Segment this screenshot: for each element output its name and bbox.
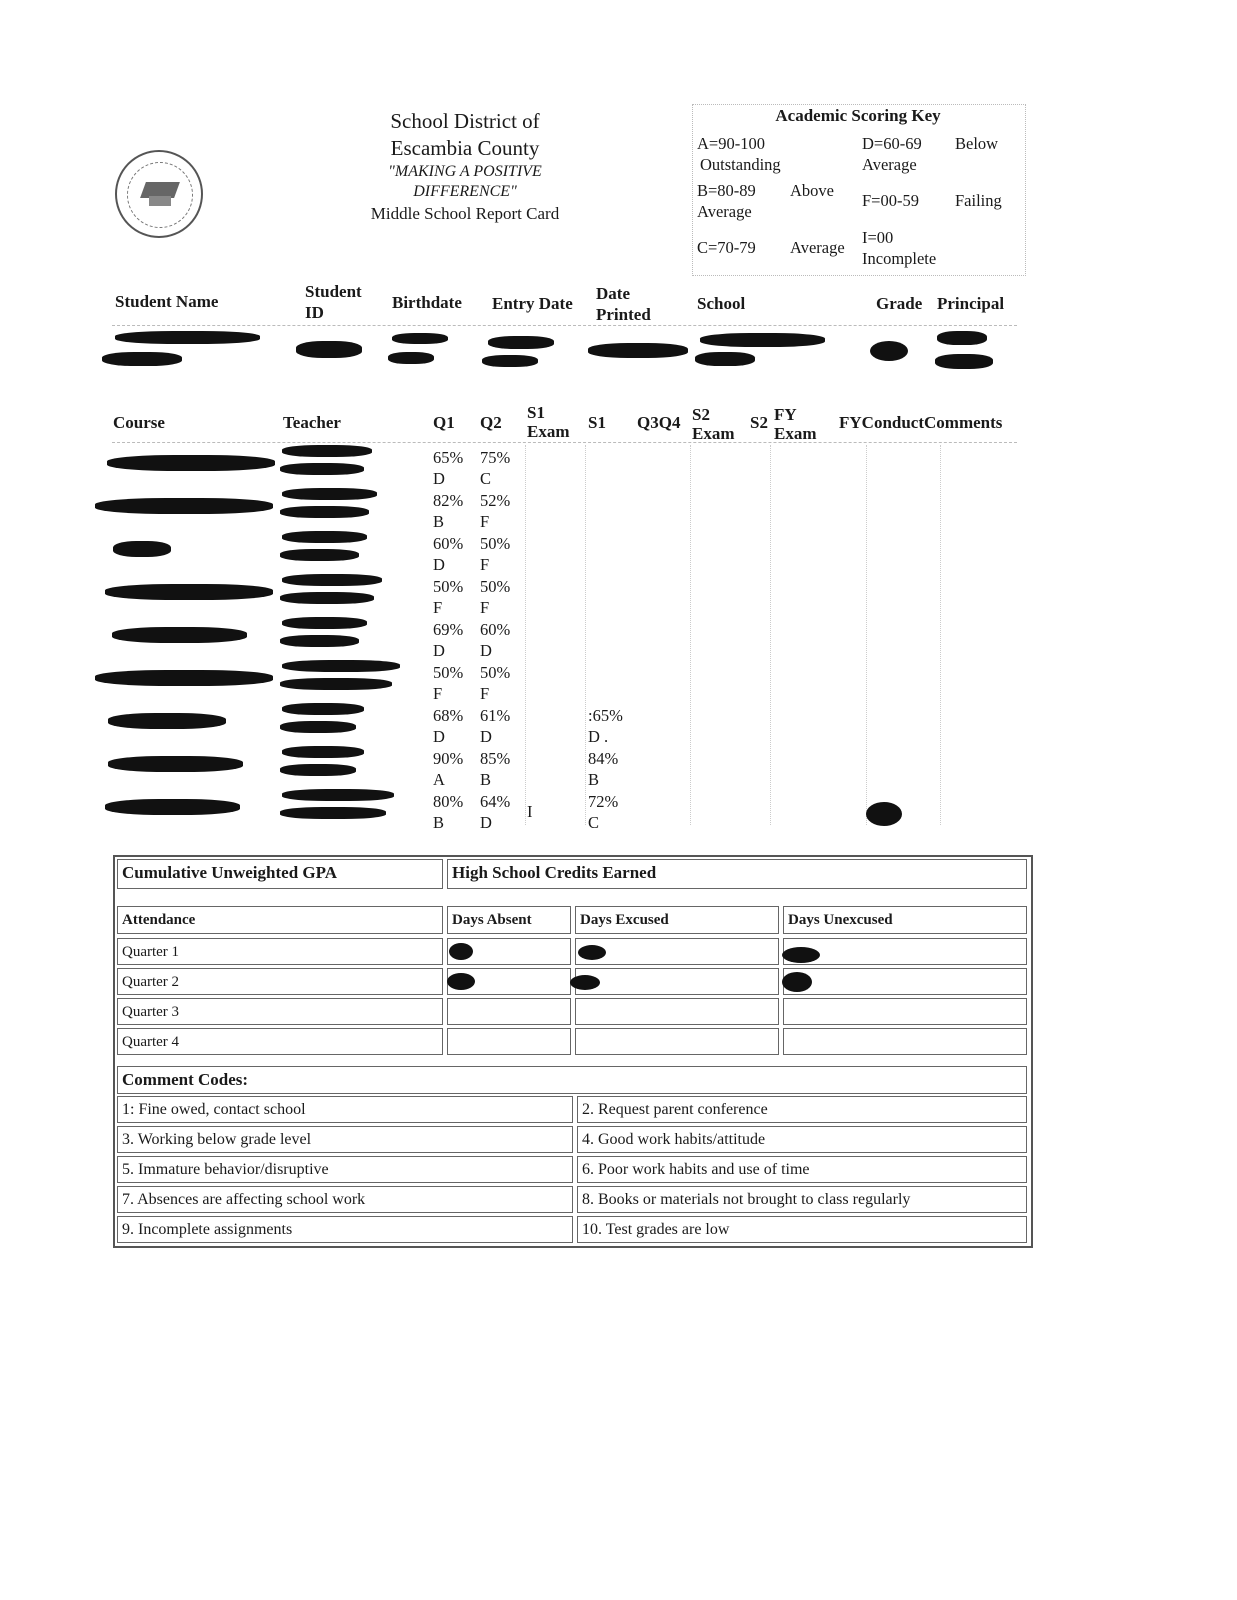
header-course: Course [113, 413, 165, 432]
s1-letter: D . [588, 727, 609, 746]
key-d-desc-1: Below [955, 134, 999, 153]
comment-code: 5. Immature behavior/disruptive [117, 1156, 573, 1183]
info-divider [112, 325, 1017, 326]
credits-label: High School Credits Earned [447, 859, 1027, 889]
quarter-label: Quarter 3 [117, 998, 443, 1025]
redacted-grade [870, 341, 908, 361]
key-d: D=60-69 [862, 134, 922, 153]
header-q2: Q2 [480, 413, 502, 432]
district-line-1: School District of [390, 109, 540, 133]
q1-letter: D [433, 469, 445, 488]
q2-letter: D [480, 727, 492, 746]
q1-percent: 90% [433, 749, 464, 768]
redacted-teacher [282, 789, 394, 801]
label-date-printed [596, 283, 651, 325]
motto-line-1: "MAKING A POSITIVE [388, 163, 542, 180]
redacted-birthdate-2 [388, 352, 434, 364]
header-q1: Q1 [433, 413, 455, 432]
redacted-teacher [282, 660, 400, 672]
redacted-excused-q1 [578, 945, 606, 960]
comment-code: 7. Absences are affecting school work [117, 1186, 573, 1213]
comment-code: 8. Books or materials not brought to class regularly [577, 1186, 1027, 1213]
q2-percent: 64% [480, 792, 511, 811]
q2-percent: 50% [480, 663, 511, 682]
q2-percent: 50% [480, 577, 511, 596]
redacted-teacher [280, 506, 369, 518]
attendance-cell [447, 1028, 571, 1055]
q2-letter: F [480, 598, 490, 617]
redacted-school-2 [695, 352, 755, 366]
redacted-course [107, 455, 275, 471]
report-title: Middle School Report Card [370, 204, 560, 223]
q2-percent: 61% [480, 706, 511, 725]
redacted-teacher [282, 445, 372, 457]
header-teacher: Teacher [283, 413, 341, 432]
header-s1: S1 [588, 413, 606, 432]
key-f: F=00-59 [862, 191, 919, 210]
grid-line [770, 445, 771, 825]
redacted-course [108, 713, 226, 729]
redacted-course [105, 799, 240, 815]
key-i-desc: Incomplete [862, 249, 937, 268]
label-date-printed-1: Date [596, 284, 630, 303]
attendance-cell [783, 998, 1027, 1025]
header-s2-exam-1: S2 [692, 405, 710, 424]
header-s1-exam-1: S1 [527, 403, 545, 422]
key-b-desc-2: Average [697, 202, 752, 221]
key-b: B=80-89 [697, 181, 756, 200]
s1-percent: 84% [588, 749, 619, 768]
grades-divider [112, 442, 1017, 443]
redacted-teacher [282, 617, 367, 629]
quarter-label: Quarter 4 [117, 1028, 443, 1055]
redacted-school [700, 333, 825, 347]
grid-line [940, 445, 941, 825]
q1-percent: 50% [433, 577, 464, 596]
header-s2-exam-2: Exam [692, 424, 735, 443]
q1-letter: D [433, 555, 445, 574]
district-motto [340, 162, 590, 202]
redacted-birthdate [392, 333, 448, 344]
q1-letter: D [433, 641, 445, 660]
q1-letter: B [433, 813, 445, 832]
attendance-cell [575, 1028, 779, 1055]
redacted-entry-date-2 [482, 355, 538, 367]
district-seal-icon [115, 150, 203, 238]
redacted-teacher [282, 746, 364, 758]
redacted-course [108, 756, 243, 772]
redacted-teacher [280, 721, 356, 733]
comment-code: 3. Working below grade level [117, 1126, 573, 1153]
redacted-teacher [280, 807, 386, 819]
redacted-unexcused-q1 [782, 947, 820, 963]
label-school: School [697, 294, 746, 313]
redacted-course [95, 498, 273, 514]
header-fy-exam-1: FY [774, 405, 797, 424]
comment-code: 6. Poor work habits and use of time [577, 1156, 1027, 1183]
label-principal: Principal [937, 294, 1005, 313]
redacted-teacher [280, 463, 364, 475]
header-fy-exam [774, 405, 817, 443]
redacted-teacher [282, 703, 364, 715]
attendance-cell [447, 998, 571, 1025]
header-fy-conduct-comments: FYConductComments [839, 413, 1003, 432]
key-b-desc-1: Above [790, 181, 834, 200]
q1-percent: 65% [433, 448, 464, 467]
q1-letter: F [433, 598, 443, 617]
district-name [340, 108, 590, 162]
redacted-absent-q2 [447, 973, 475, 990]
days-unexcused-label: Days Unexcused [783, 906, 1027, 934]
key-c-desc: Average [790, 238, 845, 257]
attendance-cell [783, 1028, 1027, 1055]
grid-line [585, 445, 586, 825]
key-c: C=70-79 [697, 238, 756, 257]
s1-percent: 72% [588, 792, 619, 811]
redacted-unexcused-q2 [782, 972, 812, 992]
q2-letter: C [480, 469, 492, 488]
grid-line [866, 445, 867, 825]
redacted-teacher [282, 488, 377, 500]
redacted-teacher [280, 592, 374, 604]
redacted-date-printed [588, 343, 688, 358]
q2-letter: F [480, 555, 490, 574]
label-student-id-1: Student [305, 282, 362, 301]
key-a-desc: Outstanding [700, 155, 781, 174]
redacted-absent-q1 [449, 943, 473, 960]
q2-percent: 85% [480, 749, 511, 768]
attendance-label: Attendance [117, 906, 443, 934]
comment-code: 4. Good work habits/attitude [577, 1126, 1027, 1153]
label-date-printed-2: Printed [596, 305, 651, 324]
attendance-cell [783, 968, 1027, 995]
header-s2-exam [692, 405, 735, 443]
s1-letter: C [588, 813, 600, 832]
redacted-course [112, 627, 247, 643]
q1-percent: 82% [433, 491, 464, 510]
q2-percent: 52% [480, 491, 511, 510]
q2-letter: F [480, 684, 490, 703]
redacted-teacher [282, 574, 382, 586]
q2-percent: 50% [480, 534, 511, 553]
redacted-course [105, 584, 273, 600]
header-s2: S2 [750, 413, 768, 432]
header-s1-exam [527, 403, 570, 441]
q1-percent: 80% [433, 792, 464, 811]
comment-code: 9. Incomplete assignments [117, 1216, 573, 1243]
q1-letter: F [433, 684, 443, 703]
gpa-label: Cumulative Unweighted GPA [117, 859, 443, 889]
comment-codes-title: Comment Codes: [117, 1066, 1027, 1094]
q1-percent: 68% [433, 706, 464, 725]
header-fy-exam-2: Exam [774, 424, 817, 443]
redacted-conduct [866, 802, 902, 826]
redacted-teacher [280, 678, 392, 690]
redacted-student-name-2 [102, 352, 182, 366]
redacted-teacher [280, 764, 356, 776]
days-absent-label: Days Absent [447, 906, 571, 934]
comment-code: 10. Test grades are low [577, 1216, 1027, 1243]
q1-letter: B [433, 512, 445, 531]
label-student-name: Student Name [115, 292, 219, 311]
q2-percent: 60% [480, 620, 511, 639]
grid-line [525, 445, 526, 825]
redacted-course [95, 670, 273, 686]
label-grade: Grade [876, 294, 923, 313]
redacted-teacher [280, 549, 359, 561]
redacted-student-name [115, 331, 260, 344]
quarter-label: Quarter 2 [117, 968, 443, 995]
q1-letter: A [433, 770, 445, 789]
q1-percent: 69% [433, 620, 464, 639]
q1-percent: 60% [433, 534, 464, 553]
key-i: I=00 [862, 228, 894, 247]
redacted-entry-date [488, 336, 554, 349]
scoring-key-title: Academic Scoring Key [775, 106, 941, 125]
comment-code: 1: Fine owed, contact school [117, 1096, 573, 1123]
comment-code: 2. Request parent conference [577, 1096, 1027, 1123]
label-entry-date: Entry Date [492, 294, 573, 313]
q2-letter: D [480, 813, 492, 832]
s1-exam-grade: I [527, 802, 533, 821]
motto-line-2: DIFFERENCE" [413, 183, 517, 200]
key-d-desc-2: Average [862, 155, 917, 174]
redacted-student-id [296, 341, 362, 358]
redacted-excused-q2 [570, 975, 600, 990]
redacted-teacher [280, 635, 359, 647]
s1-letter: B [588, 770, 600, 789]
redacted-principal-2 [935, 354, 993, 369]
district-line-2: Escambia County [390, 136, 540, 160]
s1-percent: :65% [588, 706, 623, 725]
q2-percent: 75% [480, 448, 511, 467]
header-q3q4: Q3Q4 [637, 413, 681, 432]
q2-letter: F [480, 512, 490, 531]
days-excused-label: Days Excused [575, 906, 779, 934]
attendance-cell [783, 938, 1027, 965]
grid-line [690, 445, 691, 825]
key-f-desc: Failing [955, 191, 1002, 210]
header-s1-exam-2: Exam [527, 422, 570, 441]
key-a: A=90-100 [697, 134, 765, 153]
q2-letter: D [480, 641, 492, 660]
label-student-id [305, 281, 362, 323]
q1-percent: 50% [433, 663, 464, 682]
attendance-cell [575, 968, 779, 995]
q1-letter: D [433, 727, 445, 746]
redacted-course [113, 541, 171, 557]
q2-letter: B [480, 770, 492, 789]
label-student-id-2: ID [305, 303, 324, 322]
attendance-cell [575, 998, 779, 1025]
quarter-label: Quarter 1 [117, 938, 443, 965]
label-birthdate: Birthdate [392, 293, 462, 312]
redacted-teacher [282, 531, 367, 543]
redacted-principal [937, 331, 987, 345]
